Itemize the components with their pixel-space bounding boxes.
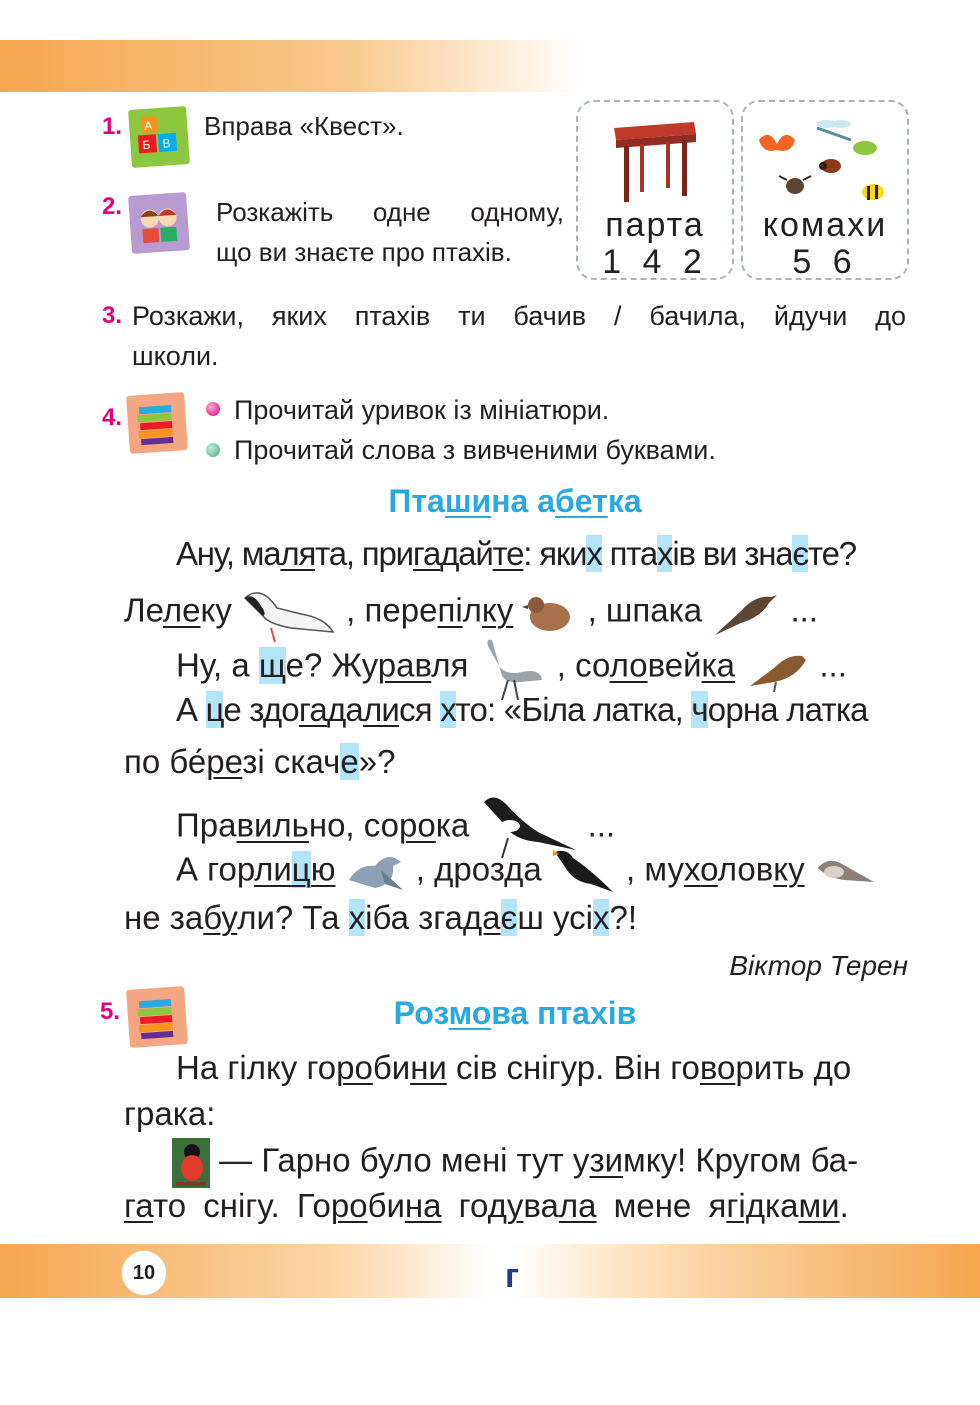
story-1-title: Пташина абетка <box>388 483 642 519</box>
thrush-icon <box>551 844 617 900</box>
insects-icon <box>751 110 899 210</box>
card-numbers: 5 6 <box>792 243 858 281</box>
story-2-line: На гілку горобини сів снігур. Він говорить до <box>176 1049 852 1086</box>
dove-icon <box>345 844 407 900</box>
page-number: 10 <box>121 1250 167 1296</box>
task-4-bullet-1: Прочитай уривок із мініатюри. <box>234 395 610 425</box>
story-2-title: Розмова птахів <box>393 995 637 1031</box>
task-3-line-2: школи. <box>132 341 219 371</box>
card-numbers: 1 4 2 <box>602 243 708 281</box>
task-1-text: Вправа «Квест». <box>204 111 404 141</box>
story-1-line: по бе́резі скаче»? <box>124 743 396 780</box>
word-card-insects <box>741 100 909 280</box>
author: Віктор Терен <box>729 950 908 981</box>
quail-icon <box>522 587 578 639</box>
svg-text:Б: Б <box>142 137 151 153</box>
books-icon <box>126 392 188 454</box>
task-2-line-1: Розкажіть одне одному, <box>216 197 564 227</box>
story-1-line: не забули? Та хіба згадаєш усіх?! <box>124 899 637 936</box>
story-1-line: Ану, малята, пригадайте: яких птахів ви знаєте? <box>176 535 856 572</box>
story-1-line: А горлицю , дрозда , мухоловку <box>124 844 908 900</box>
story-2-line: — Гарно було мені тут узимку! Кругом ба- <box>124 1138 908 1188</box>
bullfinch-icon <box>172 1138 210 1188</box>
svg-text:В: В <box>161 136 171 151</box>
task-4-bullet-2: Прочитай слова з вивченими буквами. <box>234 435 716 465</box>
desk-icon <box>610 114 700 206</box>
task-2-number: 2. <box>102 193 123 220</box>
story-1-line: А це здогадалися хто: «Біла латка, чорна латка <box>176 691 868 728</box>
pink-bullet-icon <box>206 402 220 416</box>
green-bullet-icon <box>206 443 220 457</box>
story-1-line: Ну, а ще? Журавля , соловейка ... <box>124 636 908 700</box>
card-word: парта <box>605 206 705 244</box>
task-1-number: 1. <box>102 113 123 140</box>
task-3-line-1: Розкажи, яких птахів ти бачив / бачила, йдучи до <box>132 301 906 331</box>
nightingale-icon <box>744 642 810 694</box>
story-1-line: Лелеку , перепілку , шпака ... <box>124 584 908 642</box>
word-card-desk <box>576 100 734 280</box>
abc-blocks-icon <box>128 106 190 168</box>
task-4-number: 4. <box>102 404 123 431</box>
story-1-line: Правильно, сорока ... <box>124 792 908 864</box>
flycatcher-icon <box>814 848 878 896</box>
story-2-line: грака: <box>124 1095 216 1132</box>
children-talking-icon <box>128 192 190 254</box>
card-word: комахи <box>762 206 888 244</box>
footer-letter: г <box>505 1257 520 1295</box>
svg-text:А: А <box>143 118 153 133</box>
stork-icon <box>241 584 337 642</box>
starling-icon <box>711 587 781 639</box>
top-color-band <box>0 40 580 92</box>
task-5-number: 5. <box>100 998 121 1025</box>
story-2-line: гато снігу. Горобина годувала мене ягідками. <box>124 1187 849 1224</box>
task-2-line-2: що ви знаєте про птахів. <box>216 237 512 267</box>
task-3-number: 3. <box>102 302 123 329</box>
